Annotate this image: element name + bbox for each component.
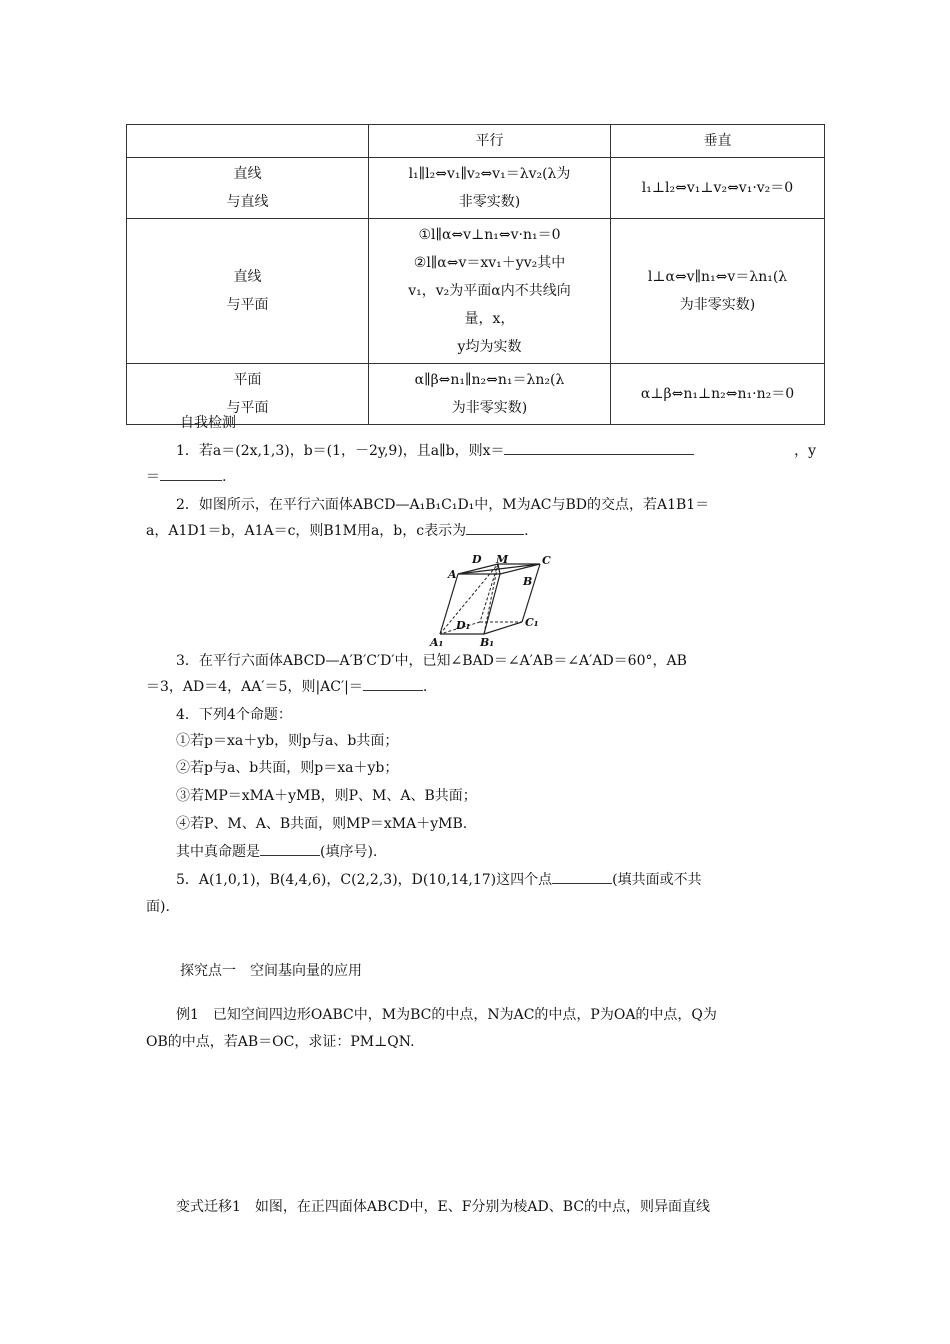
explore-heading: 探究点一 空间基向量的应用: [180, 963, 362, 979]
answer-blank[interactable]: [160, 466, 222, 481]
relation-table: [126, 124, 825, 425]
answer-blank[interactable]: [504, 440, 694, 455]
row-label: 直线 与直线: [127, 158, 369, 219]
header-perpendicular: 垂直: [611, 125, 825, 158]
header-empty: [127, 125, 369, 158]
question-4-head: 4．下列4个命题：: [176, 707, 292, 723]
question-2-cont: a，A1D1＝b，A1A＝c，则B1M用a，b，c表示为 .: [146, 520, 816, 542]
question-5-cont: 面).: [146, 899, 170, 915]
label-d1: D₁: [456, 619, 471, 632]
answer-blank[interactable]: [552, 869, 612, 884]
answer-blank[interactable]: [466, 520, 524, 535]
question-3-cont: ＝3，AD＝4，AA′＝5，则|AC′|＝ .: [146, 676, 816, 698]
table-header-row: [127, 125, 825, 158]
proposition-4: ④若P、M、A、B共面，则MP＝xMA＋yMB.: [176, 816, 468, 832]
row-label: 平面 与平面: [127, 364, 369, 425]
table-row: [127, 219, 825, 364]
question-1-cont: ＝ .: [146, 466, 816, 488]
variant-1: 变式迁移1 如图，在正四面体ABCD中，E、F分别为棱AD、BC的中点，则异面直线: [176, 1199, 711, 1215]
perpendicular-cell: l⊥α⇔v∥n₁⇔v＝λn₁(λ 为非零实数): [611, 219, 825, 364]
parallel-cell: α∥β⇔n₁∥n₂⇔n₁＝λn₂(λ 为非零实数): [369, 364, 611, 425]
parallelepiped-figure: [428, 552, 558, 650]
label-b: B: [523, 575, 533, 588]
label-d: D: [472, 553, 482, 566]
label-c: C: [542, 554, 551, 567]
table-row: [127, 158, 825, 219]
answer-blank[interactable]: [260, 841, 320, 856]
perpendicular-cell: α⊥β⇔n₁⊥n₂⇔n₁·n₂＝0: [611, 364, 825, 425]
proposition-1: ①若p＝xa＋yb，则p与a、b共面；: [176, 733, 399, 749]
proposition-3: ③若MP＝xMA＋yMB，则P、M、A、B共面；: [176, 788, 477, 804]
parallel-cell: ①l∥α⇔v⊥n₁⇔v·n₁＝0 ②l∥α⇔v＝xv₁＋yv₂其中 v₁，v₂为平面α内不共线向 量，x， y均为实数: [369, 219, 611, 364]
example-1: 例1 已知空间四边形OABC中，M为BC的中点，N为AC的中点，P为OA的中点，Q为: [176, 1007, 717, 1023]
row-label: 直线 与平面: [127, 219, 369, 364]
proposition-2: ②若p与a、b共面，则p＝xa＋yb；: [176, 760, 399, 776]
question-3: 3．在平行六面体ABCD—A′B′C′D′中，已知∠BAD＝∠A′AB＝∠A′AD＝60°，AB: [176, 653, 687, 669]
question-5: 5．A(1,0,1)，B(4,4,6)，C(2,2,3)，D(10,14,17)这四个点 (填共面或不共: [146, 869, 816, 891]
perpendicular-cell: l₁⊥l₂⇔v₁⊥v₂⇔v₁·v₂＝0: [611, 158, 825, 219]
parallel-cell: l₁∥l₂⇔v₁∥v₂⇔v₁＝λv₂(λ为 非零实数): [369, 158, 611, 219]
example-1-cont: OB的中点，若AB＝OC，求证：PM⊥QN.: [146, 1034, 415, 1050]
label-a: A: [448, 568, 457, 581]
self-check-heading: 自我检测: [180, 415, 236, 431]
question-4-tail: 其中真命题是 (填序号).: [146, 841, 846, 863]
header-parallel: 平行: [369, 125, 611, 158]
label-c1: C₁: [525, 616, 539, 629]
question-2: 2．如图所示，在平行六面体ABCD—A₁B₁C₁D₁中，M为AC与BD的交点，若A1B1＝: [176, 497, 710, 513]
question-1: 1．若a＝(2x,1,3)，b＝(1，－2y,9)，且a∥b，则x＝ ，y: [146, 440, 816, 462]
label-a1: A₁: [430, 636, 444, 649]
answer-blank[interactable]: [363, 676, 423, 691]
label-m: M: [496, 553, 509, 566]
label-b1: B₁: [480, 636, 495, 649]
